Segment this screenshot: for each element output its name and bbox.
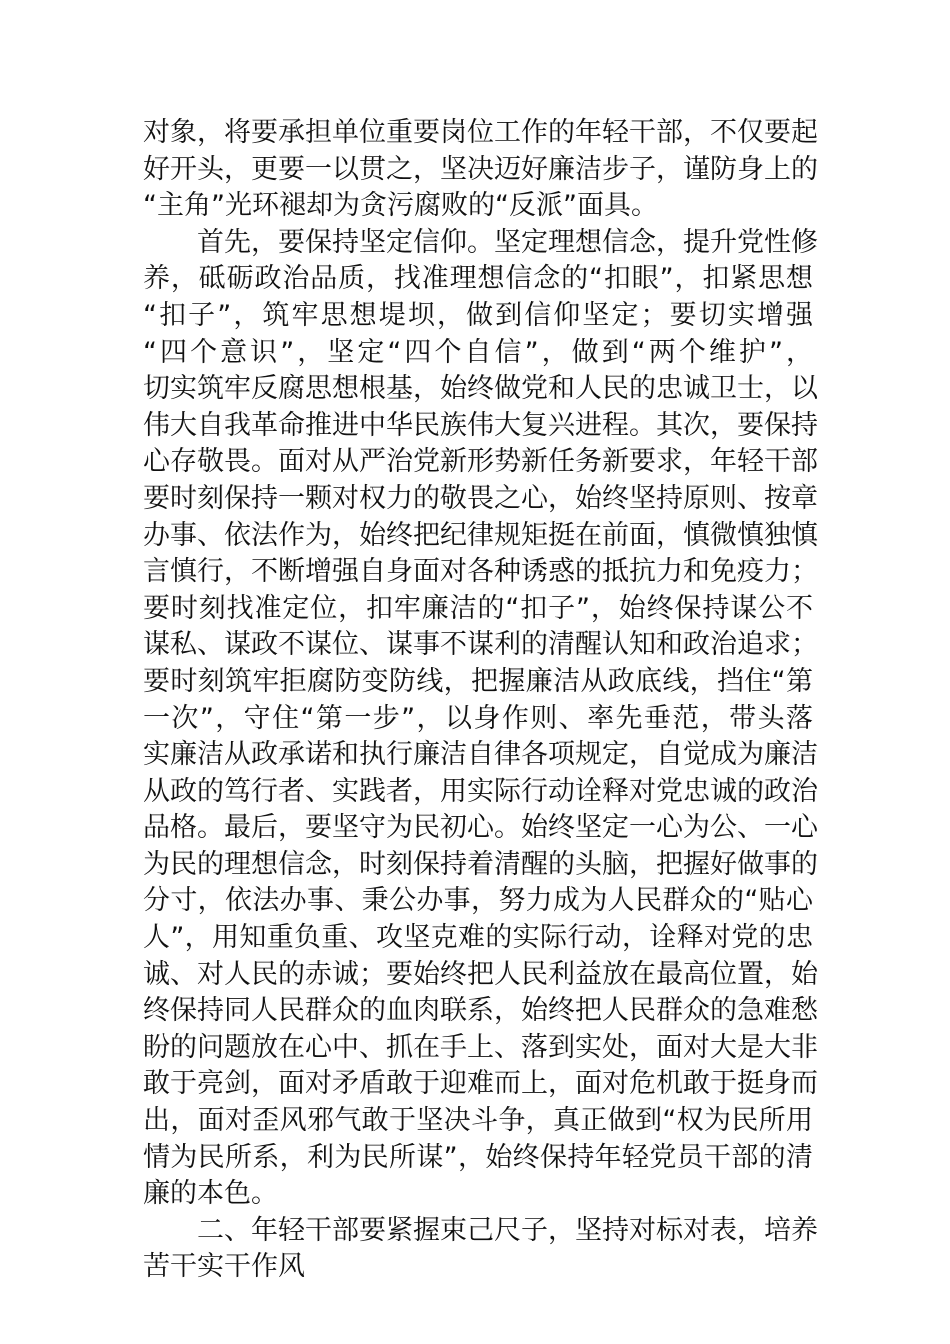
text-line: “扣子”，筑牢思想堤坝，做到信仰坚定；要切实增强 <box>143 299 813 331</box>
text-line: 谋私、谋政不谋位、谋事不谋利的清醒认知和政治追求； <box>143 629 818 661</box>
text-line: 为民的理想信念，时刻保持着清醒的头脑，把握好做事的 <box>143 848 818 880</box>
text-line: 情为民所系，利为民所谋”，始终保持年轻党员干部的清 <box>143 1141 813 1173</box>
text-line: 对象，将要承担单位重要岗位工作的年轻干部，不仅要起 <box>143 117 818 148</box>
text-line: 要时刻保持一颗对权力的敬畏之心，始终坚持原则、按章 <box>143 482 818 514</box>
body-text <box>143 115 818 1286</box>
section-heading-line: 苦干实干作风 <box>143 1251 305 1283</box>
text-line: 一次”，守住“第一步”，以身作则、率先垂范，带头落 <box>143 702 813 734</box>
text-line: 廉的本色。 <box>143 1178 278 1210</box>
text-line: 养，砥砺政治品质，找准理想信念的“扣眼”，扣紧思想 <box>143 263 813 295</box>
text-line: “主角”光环褪却为贪污腐败的“反派”面具。 <box>143 190 658 222</box>
text-line: 实廉洁从政承诺和执行廉洁自律各项规定，自觉成为廉洁 <box>143 739 818 771</box>
text-line: 言慎行，不断增强自身面对各种诱惑的抵抗力和免疫力； <box>143 556 818 588</box>
text-line: 分寸，依法办事、秉公办事，努力成为人民群众的“贴心 <box>143 885 813 917</box>
text-line: 诚、对人民的赤诚；要始终把人民利益放在最高位置，始 <box>143 958 818 990</box>
text-line: 盼的问题放在心中、抓在手上、落到实处，面对大是大非 <box>143 1031 818 1063</box>
text-line: 品格。最后，要坚守为民初心。始终坚定一心为公、一心 <box>143 812 818 844</box>
section-heading-line: 二、年轻干部要紧握束己尺子，坚持对标对表，培养 <box>197 1214 818 1246</box>
text-line: 敢于亮剑，面对矛盾敢于迎难而上，面对危机敢于挺身而 <box>143 1068 818 1100</box>
text-line: 办事、依法作为，始终把纪律规矩挺在前面，慎微慎独慎 <box>143 519 818 551</box>
text-line: 心存敬畏。面对从严治党新形势新任务新要求，年轻干部 <box>143 446 818 478</box>
text-line: 切实筑牢反腐思想根基，始终做党和人民的忠诚卫士，以 <box>143 373 818 405</box>
text-line: 要时刻筑牢拒腐防变防线，把握廉洁从政底线，挡住“第 <box>143 665 813 697</box>
text-line: 人”，用知重负重、攻坚克难的实际行动，诠释对党的忠 <box>143 922 813 954</box>
text-line: “四个意识”，坚定“四个自信”，做到“两个维护”， <box>143 336 813 368</box>
paragraph-start-line: 首先，要保持坚定信仰。坚定理想信念，提升党性修 <box>197 226 818 258</box>
text-line: 好开头，更要一以贯之，坚决迈好廉洁步子，谨防身上的 <box>143 153 818 185</box>
text-line: 要时刻找准定位，扣牢廉洁的“扣子”，始终保持谋公不 <box>143 592 813 624</box>
text-line: 出，面对歪风邪气敢于坚决斗争，真正做到“权为民所用 <box>143 1105 813 1137</box>
text-line: 伟大自我革命推进中华民族伟大复兴进程。其次，要保持 <box>143 409 818 441</box>
text-line: 终保持同人民群众的血肉联系，始终把人民群众的急难愁 <box>143 995 818 1027</box>
text-line: 从政的笃行者、实践者，用实际行动诠释对党忠诚的政治 <box>143 775 818 807</box>
